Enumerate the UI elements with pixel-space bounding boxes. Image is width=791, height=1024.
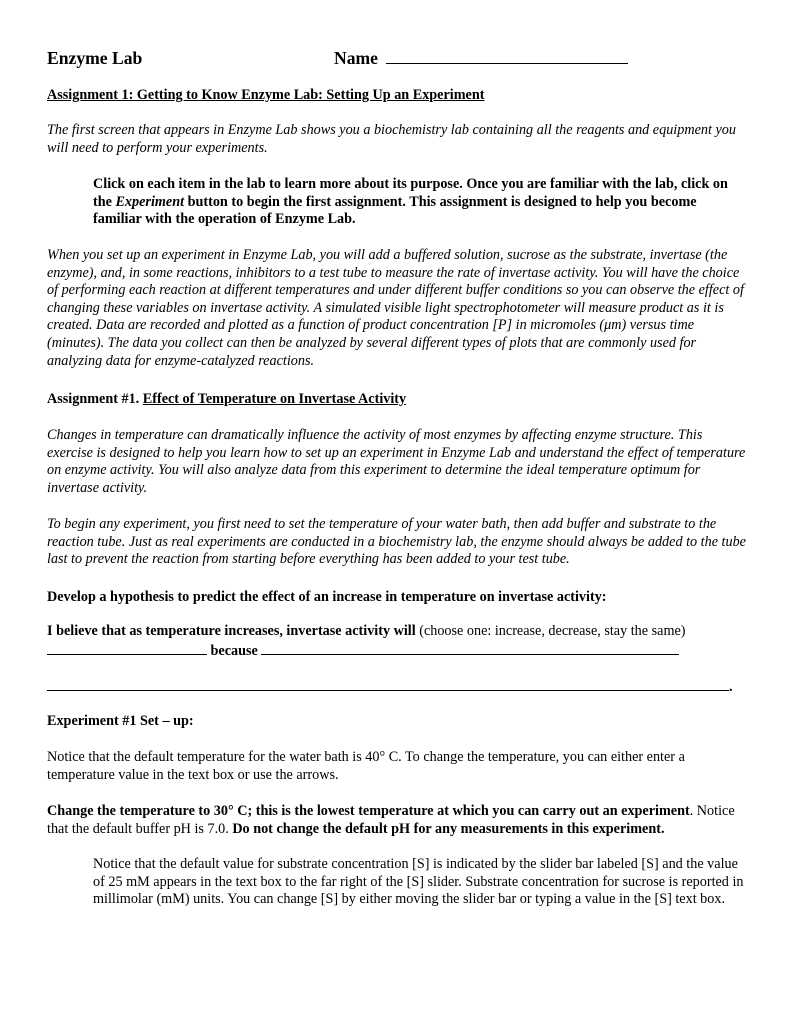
- do-not-change-ph-text: Do not change the default pH for any measurements in this experiment.: [232, 820, 665, 837]
- hypothesis-prompt: Develop a hypothesis to predict the effect of an increase in temperature on invertase activity:: [47, 589, 607, 605]
- reason-blank-line[interactable]: [47, 677, 729, 691]
- change-temperature-instruction: [47, 803, 747, 838]
- experiment-setup-heading: Experiment #1 Set – up:: [47, 713, 194, 729]
- belief-choice: (choose one: increase, decrease, stay the same): [415, 623, 686, 639]
- default-ph-text: . Notice that the default buffer pH is 7.0.: [47, 803, 735, 837]
- setup-paragraph: When you set up an experiment in Enzyme Lab, you will add a buffered solution, sucrose as the substrate, invertase (the enzyme), and, in some reactions, inhibitors to a test tube to measure the rate of invertase activity. You will have the choice of performing each reaction at different temperatures and under different buffer conditions so you can observe the effect of changing these variables on invertase activity. A simulated visible light spectrophotometer will measure product as it is created. Data are recorded and plotted as a function of product concentration [P] in micromoles (μm) versus time (minutes). The data you collect can then be analyzed by several different types of plots that are commonly used for analyzing data for enzyme-catalyzed reactions.: [47, 247, 744, 369]
- name-label: Name: [334, 48, 378, 68]
- name-blank-line[interactable]: [386, 49, 628, 64]
- name-field-group: [334, 47, 628, 69]
- prediction-blank-line[interactable]: [47, 641, 207, 655]
- reason-line-row: [47, 677, 747, 697]
- assignment-temp-prefix: Assignment #1.: [47, 391, 143, 407]
- assignment1-heading: Assignment 1: Getting to Know Enzyme Lab: Setting Up an Experiment: [47, 87, 485, 103]
- instruction-emphasis: Experiment: [115, 193, 185, 210]
- hypothesis-statement: [47, 623, 747, 660]
- because-label: because: [210, 642, 258, 659]
- change-temperature-text: Change the temperature to 30° C; this is the lowest temperature at which you can carry out an experiment: [47, 803, 690, 819]
- assignment1-intro: The first screen that appears in Enzyme Lab shows you a biochemistry lab containing all the reagents and equipment you will need to perform your experiments.: [47, 122, 736, 156]
- instruction-part1: Click on each item in the lab to learn more about its purpose. Once you are familiar with the lab, click on the: [93, 176, 728, 210]
- page-title: Enzyme Lab: [47, 48, 143, 68]
- because-blank-line[interactable]: [261, 641, 679, 655]
- default-temperature-text: Notice that the default temperature for the water bath is 40° C. To change the temperature, you can either enter a temperature value in the text box or use the arrows.: [47, 749, 685, 783]
- assignment-temp-title: Effect of Temperature on Invertase Activity: [142, 391, 407, 407]
- belief-text: I believe that as temperature increases, invertase activity will: [47, 623, 416, 639]
- title-row: [47, 47, 747, 69]
- reason-end-period: .: [729, 679, 733, 695]
- begin-experiment-paragraph: To begin any experiment, you first need to set the temperature of your water bath, then add buffer and substrate to the reaction tube. Just as real experiments are conducted in a biochemistry lab, the enzyme should always be added to the tube last to prevent the reaction from starting before everything has been added to your test tube.: [47, 516, 746, 568]
- substrate-paragraph: Notice that the default value for substrate concentration [S] is indicated by the slider bar labeled [S] and the value of 25 mM appears in the text box to the far right of the [S] slider. Substrate concentration for sucrose is reported in millimolar (mM) units. You can change [S] by either moving the slider bar or typing a value in the [S] text box.: [93, 856, 744, 908]
- temperature-paragraph: Changes in temperature can dramatically influence the activity of most enzymes by affecting enzyme structure. This exercise is designed to help you learn how to set up an experiment in Enzyme Lab and understand the effect of temperature on enzyme activity. You will also analyze data from this experiment to determine the ideal temperature optimum for invertase activity.: [47, 427, 746, 496]
- assignment1-instruction: [47, 176, 743, 229]
- instruction-part2: button to begin the first assignment. This assignment is designed to help you become familiar with the operation of Enzyme Lab.: [93, 193, 697, 228]
- assignment-temp-heading: [47, 391, 747, 409]
